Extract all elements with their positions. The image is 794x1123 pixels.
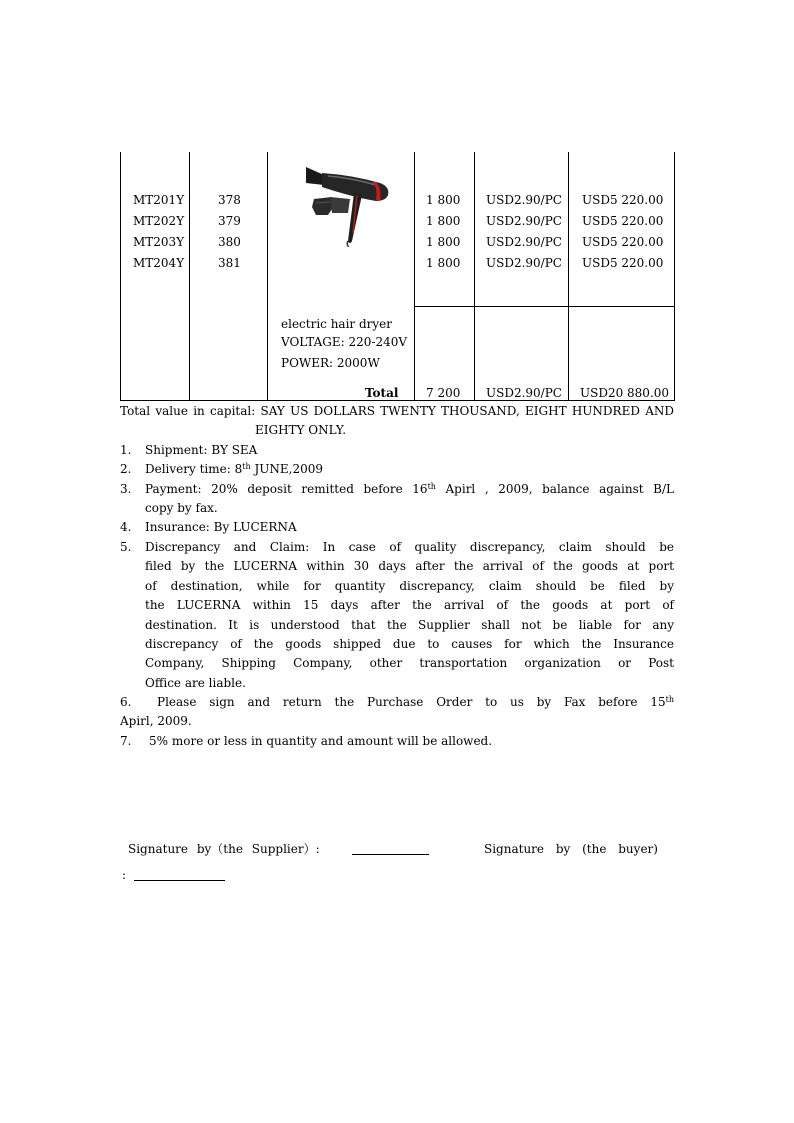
amount-cell: USD5 220.00	[582, 193, 664, 207]
product-name: electric hair dryer	[281, 317, 392, 331]
unit-price-cell: USD2.90/PC	[486, 256, 562, 270]
superscript: th	[242, 462, 251, 471]
code-cell: 381	[218, 256, 241, 270]
table-border-bottom	[120, 400, 675, 401]
term-claim-line: discrepancy of the goods shipped due to causes for which the Insurance	[145, 637, 674, 651]
table-divider	[189, 152, 190, 400]
superscript: th	[427, 482, 436, 491]
term-payment-line-2: copy by fax.	[145, 501, 218, 515]
amount-cell: USD5 220.00	[582, 256, 664, 270]
model-cell: MT201Y	[133, 193, 185, 207]
superscript: th	[665, 695, 674, 704]
term-sign-return-line-2: Apirl, 2009.	[120, 714, 192, 728]
table-divider	[414, 306, 675, 307]
term-number: 4.	[120, 520, 132, 534]
term-shipment: Shipment: BY SEA	[145, 443, 258, 457]
hair-dryer-image	[302, 163, 394, 247]
product-voltage: VOLTAGE: 220-240V	[281, 335, 408, 349]
code-cell: 380	[218, 235, 241, 249]
capital-amount-line-2: EIGHTY ONLY.	[255, 423, 347, 437]
term-number: 7.	[120, 734, 132, 748]
table-divider	[568, 152, 569, 400]
term-number: 3.	[120, 482, 132, 496]
term-text: Payment: 20% deposit remitted before 16	[145, 482, 428, 496]
model-cell: MT204Y	[133, 256, 185, 270]
term-number: 1.	[120, 443, 132, 457]
term-payment	[145, 480, 674, 500]
total-label: Total	[365, 386, 399, 400]
code-cell: 378	[218, 193, 241, 207]
total-unit-price: USD2.90/PC	[486, 386, 562, 400]
amount-cell: USD5 220.00	[582, 214, 664, 228]
buyer-signature-colon: :	[122, 868, 127, 882]
table-divider	[414, 152, 415, 400]
unit-price-cell: USD2.90/PC	[486, 214, 562, 228]
product-power: POWER: 2000W	[281, 356, 380, 370]
term-claim-line: Company, Shipping Company, other transportation organization or Post	[145, 656, 674, 670]
buyer-signature-line[interactable]	[134, 868, 225, 881]
table-divider	[474, 152, 475, 400]
term-number: 6.	[120, 695, 132, 709]
term-text: Apirl , 2009, balance against B/L	[435, 482, 674, 496]
table-divider	[267, 152, 268, 400]
table-border-left	[120, 152, 121, 400]
term-text: JUNE,2009	[250, 462, 323, 476]
supplier-signature-label: Signature by（the Supplier）:	[128, 842, 320, 856]
term-text: Delivery time: 8	[145, 462, 243, 476]
term-claim-line: Office are liable.	[145, 676, 246, 690]
total-amount: USD20 880.00	[580, 386, 670, 400]
term-insurance: Insurance: By LUCERNA	[145, 520, 297, 534]
term-delivery	[145, 460, 674, 480]
term-tolerance: 5% more or less in quantity and amount will be allowed.	[149, 734, 493, 748]
supplier-signature-line[interactable]	[352, 842, 429, 855]
buyer-signature-label: Signature by (the buyer)	[484, 842, 658, 856]
term-number: 2.	[120, 462, 132, 476]
amount-cell: USD5 220.00	[582, 235, 664, 249]
qty-cell: 1 800	[426, 214, 461, 228]
term-sign-return	[157, 693, 674, 713]
term-text: Please sign and return the Purchase Order to us by Fax before 15	[157, 695, 666, 709]
model-cell: MT202Y	[133, 214, 185, 228]
unit-price-cell: USD2.90/PC	[486, 235, 562, 249]
table-border-right	[674, 152, 675, 400]
term-claim-line: destination. It is understood that the Supplier shall not be liable for any	[145, 618, 674, 632]
term-claim-line: filed by the LUCERNA within 30 days after the arrival of the goods at port	[145, 559, 674, 573]
capital-amount-line: Total value in capital: SAY US DOLLARS TWENTY THOUSAND, EIGHT HUNDRED AND	[120, 404, 674, 418]
term-claim-line: the LUCERNA within 15 days after the arrival of the goods at port of	[145, 598, 674, 612]
qty-cell: 1 800	[426, 256, 461, 270]
code-cell: 379	[218, 214, 241, 228]
unit-price-cell: USD2.90/PC	[486, 193, 562, 207]
term-claim-line: of destination, while for quantity discrepancy, claim should be filed by	[145, 579, 674, 593]
term-claim-line: Discrepancy and Claim: In case of quality discrepancy, claim should be	[145, 540, 674, 554]
qty-cell: 1 800	[426, 235, 461, 249]
term-number: 5.	[120, 540, 132, 554]
total-qty: 7 200	[426, 386, 461, 400]
model-cell: MT203Y	[133, 235, 185, 249]
qty-cell: 1 800	[426, 193, 461, 207]
